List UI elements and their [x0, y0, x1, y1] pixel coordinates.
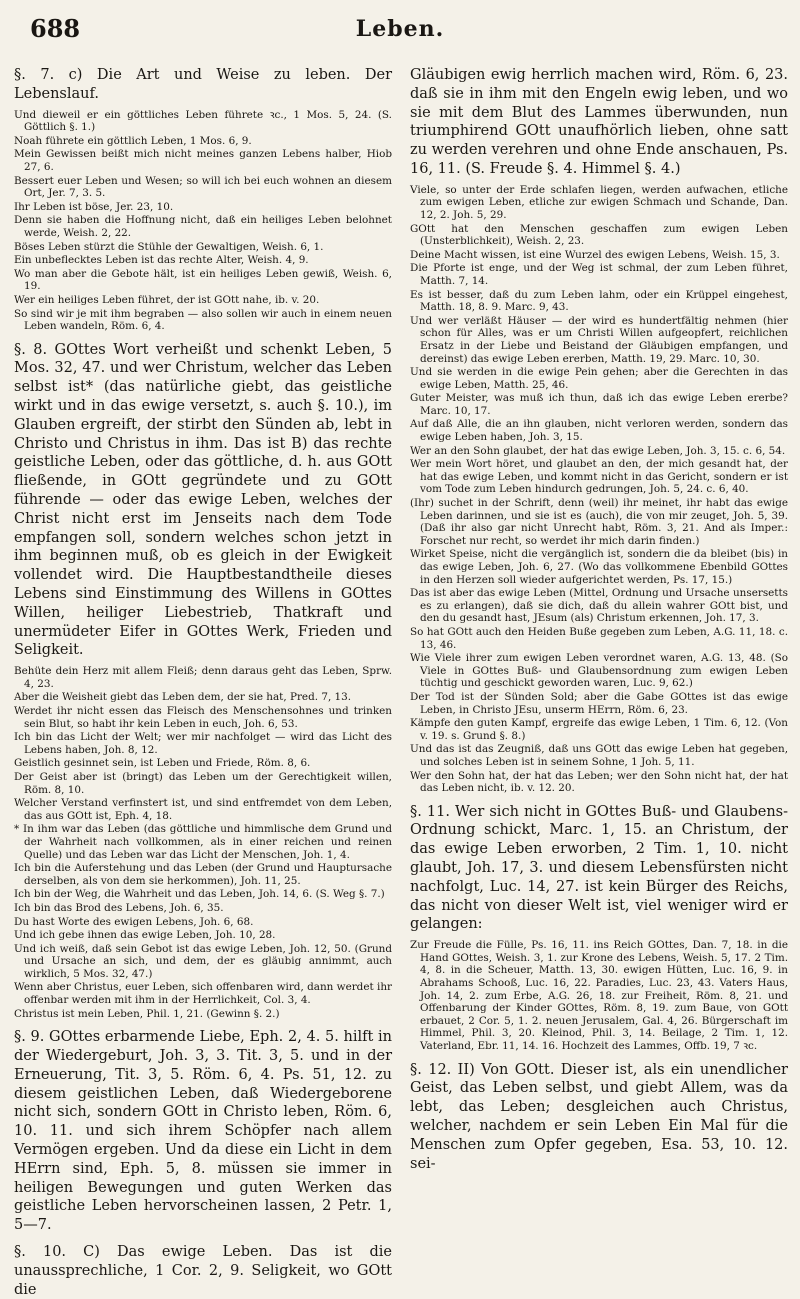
citation-entry: GOtt hat den Menschen geschaffen zum ewigen Leben (Unsterblichkeit), Weish. 2, 23.	[410, 222, 788, 248]
citation-entry: (Ihr) suchet in der Schrift, denn (weil) ihr meinet, ihr habt das ewige Leben darinnen, und sie ist es (auch), die von mir zeuget, Joh. 5, 39. (Daß ihr also gar nicht Unrecht habt, Röm. 3, 21. And als Imper.: Forschet nur recht, so werdet ihr mich darin finden.)	[410, 497, 788, 547]
citation-entry: Und das ist das Zeugniß, daß uns GOtt das ewige Leben hat gegeben, und solches Leben ist in seinem Sohne, 1 Joh. 5, 11.	[410, 743, 788, 768]
citation-entry: Und ich weiß, daß sein Gebot ist das ewige Leben, Joh. 12, 50. (Grund und Ursache an sich, und dem, der es gläubig annimmt, auch wirklich, 5 Mos. 32, 47.)	[14, 942, 392, 980]
left-column	[14, 66, 392, 1298]
citation-entry: Und wer verläßt Häuser — der wird es hundertfältig nehmen (hier schon für Alles, was er um Christi Willen aufgeopfert, reichlichen Ersatz in der Liebe und Beistand der Gläubigen empfangen, und dereinst) das ewige Leben ererben, Matth. 19, 29. Marc. 10, 30.	[410, 314, 788, 365]
citation-entry: Böses Leben stürzt die Stühle der Gewaltigen, Weish. 6, 1.	[14, 240, 324, 253]
citation-entry: Welcher Verstand verfinstert ist, und sind entfremdet von dem Leben, das aus GOtt ist, Eph. 4, 18.	[14, 797, 392, 822]
citation-entry: Ich bin die Auferstehung und das Leben (der Grund und Hauptursache derselben, als von dem sie herkommen), Joh. 11, 25.	[14, 862, 392, 887]
citation-entry: Und dieweil er ein göttliches Leben führete ꝛc., 1 Mos. 5, 24. (S. Göttlich §. 1.)	[14, 108, 392, 134]
citation-entry: Bessert euer Leben und Wesen; so will ich bei euch wohnen an diesem Ort, Jer. 7, 3. 5.	[14, 174, 392, 200]
citation-entry: Ich bin der Weg, die Wahrheit und das Leben, Joh. 14, 6. (S. Weg §. 7.)	[14, 888, 385, 901]
citation-entry: Noah führete ein göttlich Leben, 1 Mos. 6, 9.	[14, 134, 252, 147]
right-column	[410, 66, 788, 1284]
section-paragraph: §. 8. GOttes Wort verheißt und schenkt Leben, 5 Mos. 32, 47. und wer Christum, welcher das Leben selbst ist* (das natürliche giebt, das geistliche wirkt und in das ewige versetzt, s. auch §. 10.), im Glauben ergreift, der stirbt den Sünden ab, lebt in Christo und Christus in ihm. Das ist B) das rechte geistliche Leben, oder das göttliche, d. h. aus GOtt fließende, in GOtt gegründete und zu GOtt führende — oder das ewige Leben, welches der Christ nicht erst im Jenseits nach dem Tode empfangen soll, sondern welches schon jetzt in ihm beginnen muß, ob es gleich in der Ewigkeit vollendet wird. Die Hauptbestandtheile dieses Lebens sind Einstimmung des Willens in GOttes Willen, heiliger Liebestrieb, Thatkraft und unermüdeter Eifer in GOttes Werk, Frieden und Seligkeit.	[14, 341, 392, 659]
citation-entry: So hat GOtt auch den Heiden Buße gegeben zum Leben, A.G. 11, 18. c. 13, 46.	[410, 625, 788, 651]
citation-entry: Christus ist mein Leben, Phil. 1, 21. (Gewinn §. 2.)	[14, 1007, 280, 1020]
citation-entry: Die Pforte ist enge, und der Weg ist schmal, der zum Leben führet, Matth. 7, 14.	[410, 262, 788, 287]
citation-entry: Auf daß Alle, die an ihn glauben, nicht verloren werden, sondern das ewige Leben haben, Joh. 3, 15.	[410, 418, 788, 444]
citation-entry: Es ist besser, daß du zum Leben lahm, oder ein Krüppel eingehest, Matth. 18, 8. 9. Marc. 9, 43.	[410, 288, 788, 314]
citation-entry: Du hast Worte des ewigen Lebens, Joh. 6, 68.	[14, 915, 254, 928]
citation-entry: * In ihm war das Leben (das göttliche und himmlische dem Grund und der Wahrheit nach vollkommen, als in einer reichen und reinen Quelle) und das Leben war das Licht der Menschen, Joh. 1, 4.	[14, 823, 392, 861]
citation-entry: Wie Viele ihrer zum ewigen Leben verordnet waren, A.G. 13, 48. (So Viele in GOttes Buß- und Glaubensordnung zum ewigen Leben tüchtig und geschickt geworden waren, Luc. 9, 62.)	[410, 652, 788, 690]
running-title: Leben.	[355, 16, 445, 42]
section-paragraph: §. 9. GOttes erbarmende Liebe, Eph. 2, 4. 5. hilft in der Wiedergeburt, Joh. 3, 3. Tit. 3, 5. und in der Erneuerung, Tit. 3, 5. Röm. 6, 4. Ps. 51, 12. zu diesem geistlichen Leben, daß Wiedergeborene nicht sich, sondern GOtt in Christo leben, Röm. 6, 10. 11. und sich ihrem Schöpfer nach allem Vermögen ergeben. Und da diese ein Licht in dem HErrn sind, Eph. 5, 8. müssen sie immer in heiligen Bewegungen und guten Werken das geistliche Leben hervorscheinen lassen, 2 Petr. 1, 5—7.	[14, 1029, 392, 1234]
citation-entry: Wirket Speise, nicht die vergänglich ist, sondern die da bleibet (bis) in das ewige Leben, Joh. 6, 27. (Wo das vollkommene Ebenbild GOttes in den Herzen soll wieder aufgerichtet werden, Ps. 17, 15.)	[410, 548, 788, 586]
page-number: 688	[30, 14, 81, 43]
section-paragraph: §. 12. II) Von GOtt. Dieser ist, als ein unendlicher Geist, das Leben selbst, und giebt Allem, was da lebt, das Leben; desgleichen auch Christus, welcher, nachdem er sein Leben Ein Mal für die Menschen zum Opfer gegeben, Esa. 53, 10. 12. sei-	[410, 1061, 788, 1172]
section-paragraph: §. 11. Wer sich nicht in GOttes Buß- und Glaubens-Ordnung schickt, Marc. 1, 15. an Christum, der das ewige Leben erworben, 2 Tim. 1, 10. nicht glaubt, Joh. 17, 3. und diesem Lebensfürsten nicht nachfolgt, Luc. 14, 27. ist kein Bürger des Reichs, das nicht von dieser Welt ist, viel weniger wird er gelangen:	[410, 803, 788, 933]
page-header	[30, 12, 770, 52]
citation-entry: Denn sie haben die Hoffnung nicht, daß ein heiliges Leben belohnet werde, Weish. 2, 22.	[14, 214, 392, 239]
citation-entry: Ihr Leben ist böse, Jer. 23, 10.	[14, 200, 174, 213]
citation-entry: Wer den Sohn hat, der hat das Leben; wer den Sohn nicht hat, der hat das Leben nicht, ib. v. 12. 20.	[410, 769, 788, 795]
citation-entry: Behüte dein Herz mit allem Fleiß; denn daraus geht das Leben, Sprw. 4, 23.	[14, 665, 392, 690]
citation-entry: Wer ein heiliges Leben führet, der ist GOtt nahe, ib. v. 20.	[14, 293, 320, 306]
citation-entry: Wer mein Wort höret, und glaubet an den, der mich gesandt hat, der hat das ewige Leben, und kommt nicht in das Gericht, sondern er ist vom Tode zum Leben hindurch gedrungen, Joh. 5, 24. c. 6, 40.	[410, 458, 788, 496]
citation-entry: Viele, so unter der Erde schlafen liegen, werden aufwachen, etliche zum ewigen Leben, etliche zur ewigen Schmach und Schande, Dan. 12, 2. Joh. 5, 29.	[410, 183, 788, 221]
citation-entry: Zur Freude die Fülle, Ps. 16, 11. ins Reich GOttes, Dan. 7, 18. in die Hand GOttes, Weish. 3, 1. zur Krone des Lebens, Weish. 5, 17. 2 Tim. 4, 8. in die Scheuer, Matth. 13, 30. ewigen Hütten, Luc. 16, 9. in Abrahams Schooß, Luc. 16, 22. Paradies, Luc. 23, 43. Vaters Haus, Joh. 14, 2. zum Erbe, A.G. 26, 18. zur Freiheit, Röm. 8, 21. und Offenbarung der Kinder GOttes, Röm. 8, 19. zum Baue, von GOtt erbauet, 2 Cor. 5, 1. 2. neuen Jerusalem, Gal. 4, 26. Bürgerschaft im Himmel, Phil. 3, 20. Kleinod, Phil. 3, 14. Beilage, 2 Tim. 1, 12. Vaterland, Ebr. 11, 14. 16. Hochzeit des Lammes, Offb. 19, 7 ꝛc.	[410, 939, 788, 1053]
citation-entry: Wenn aber Christus, euer Leben, sich offenbaren wird, dann werdet ihr offenbar werden mit ihm in der Herrlichkeit, Col. 3, 4.	[14, 981, 392, 1007]
citation-entry: Guter Meister, was muß ich thun, daß ich das ewige Leben ererbe? Marc. 10, 17.	[410, 392, 788, 417]
citation-entry: Ich bin das Brod des Lebens, Joh. 6, 35.	[14, 901, 224, 914]
citation-entry: Wo man aber die Gebote hält, ist ein heiliges Leben gewiß, Weish. 6, 19.	[14, 267, 392, 293]
citation-entry: Und ich gebe ihnen das ewige Leben, Joh. 10, 28.	[14, 929, 276, 942]
citation-entry: Werdet ihr nicht essen das Fleisch des Menschensohnes und trinken sein Blut, so habt ihr kein Leben in euch, Joh. 6, 53.	[14, 705, 392, 730]
citation-entry: Deine Macht wissen, ist eine Wurzel des ewigen Lebens, Weish. 15, 3.	[410, 248, 780, 261]
citation-entry: So sind wir je mit ihm begraben — also sollen wir auch in einem neuen Leben wandeln, Röm. 6, 4.	[14, 307, 392, 333]
citation-entry: Der Geist aber ist (bringt) das Leben um der Gerechtigkeit willen, Röm. 8, 10.	[14, 770, 392, 796]
section-paragraph: §. 7. c) Die Art und Weise zu leben. Der Lebenslauf.	[14, 67, 392, 102]
citation-entry: Das ist aber das ewige Leben (Mittel, Ordnung und Ursache unsersetts es zu erlangen), daß sie dich, daß du allein wahrer GOtt bist, und den du gesandt hast, JEsum (als) Christum erkennen, Joh. 17, 3.	[410, 587, 788, 625]
citation-entry: Geistlich gesinnet sein, ist Leben und Friede, Röm. 8, 6.	[14, 757, 311, 770]
citation-entry: Und sie werden in die ewige Pein gehen; aber die Gerechten in das ewige Leben, Matth. 25, 46.	[410, 366, 788, 391]
citation-entry: Mein Gewissen beißt mich nicht meines ganzen Lebens halber, Hiob 27, 6.	[14, 148, 392, 173]
section-paragraph: Gläubigen ewig herrlich machen wird, Röm. 6, 23. daß sie in ihm mit den Engeln ewig leben, und wo sie mit dem Blut des Lammes überwunden, nun triumphirend GOtt unaufhörlich lieben, ohne satt zu werden verehren und ohne Ende anschauen, Ps. 16, 11. (S. Freude §. 4. Himmel §. 4.)	[410, 67, 788, 177]
citation-entry: Ein unbeflecktes Leben ist das rechte Alter, Weish. 4, 9.	[14, 254, 309, 267]
citation-entry: Der Tod ist der Sünden Sold; aber die Gabe GOttes ist das ewige Leben, in Christo JEsu, unserm HErrn, Röm. 6, 23.	[410, 690, 788, 716]
citation-entry: Kämpfe den guten Kampf, ergreife das ewige Leben, 1 Tim. 6, 12. (Von v. 19. s. Grund §. 8.)	[410, 717, 788, 742]
citation-entry: Wer an den Sohn glaubet, der hat das ewige Leben, Joh. 3, 15. c. 6, 54.	[410, 444, 786, 457]
citation-entry: Ich bin das Licht der Welt; wer mir nachfolget — wird das Licht des Lebens haben, Joh. 8, 12.	[14, 731, 392, 756]
section-paragraph: §. 10. C) Das ewige Leben. Das ist die unaussprechliche, 1 Cor. 2, 9. Seligkeit, wo GOtt die	[14, 1244, 392, 1298]
citation-entry: Aber die Weisheit giebt das Leben dem, der sie hat, Pred. 7, 13.	[14, 691, 352, 704]
